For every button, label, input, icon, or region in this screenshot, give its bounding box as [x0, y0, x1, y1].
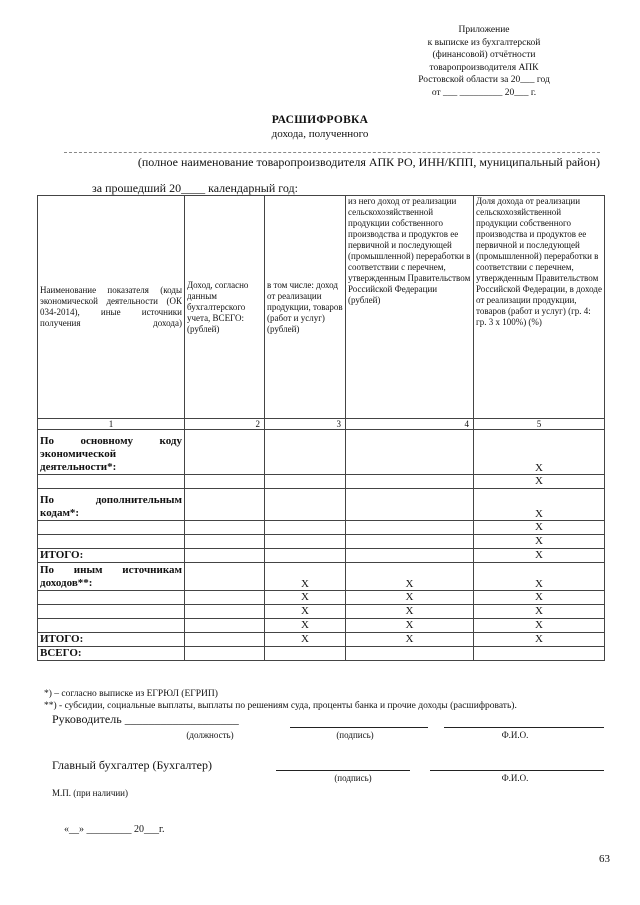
x-mark: Х — [474, 475, 605, 489]
table-row — [38, 605, 605, 619]
cell[interactable] — [185, 430, 265, 475]
footnote-other-income: **) - субсидии, социальные выплаты, выплаты по решениям суда, проценты банка и прочие доходы (расшифровать). — [44, 701, 517, 711]
column-number: 1 — [38, 419, 185, 430]
column-number-row — [38, 419, 605, 430]
appendix-line: (финансовой) отчётности — [432, 50, 536, 60]
name-caption: Ф.И.О. — [501, 773, 529, 783]
cell[interactable] — [265, 489, 346, 521]
accountant-signature-label: Главный бухгалтер (Бухгалтер) — [52, 758, 212, 772]
x-mark: Х — [346, 633, 474, 647]
x-mark: Х — [474, 605, 605, 619]
table-row — [38, 633, 605, 647]
producer-name-line — [64, 152, 600, 153]
row-label-main-activity: По основному коду экономической деятельности*: — [38, 430, 185, 475]
x-mark: Х — [346, 619, 474, 633]
footnote-egrul: *) – согласно выписке из ЕГРЮЛ (ЕГРИП) — [44, 689, 218, 699]
cell[interactable] — [38, 521, 185, 535]
header-sales-income-text: в том числе: доход от реализации продукции, товаров (работ и услуг) (рублей) — [267, 279, 343, 334]
header-total-income-text: Доход, согласно данным бухгалтерского учета, ВСЕГО: (рублей) — [187, 279, 249, 334]
cell[interactable] — [185, 549, 265, 563]
x-mark: Х — [265, 563, 346, 591]
header-agri-income — [346, 196, 474, 419]
cell[interactable] — [346, 521, 474, 535]
stamp-note: М.П. (при наличии) — [52, 788, 128, 798]
cell[interactable] — [185, 563, 265, 591]
x-mark: Х — [474, 430, 605, 475]
cell[interactable] — [346, 489, 474, 521]
cell[interactable] — [265, 475, 346, 489]
x-mark: Х — [474, 591, 605, 605]
x-mark: Х — [265, 633, 346, 647]
cell[interactable] — [346, 549, 474, 563]
header-sales-income — [265, 196, 346, 419]
appendix-line: товаропроизводителя АПК — [429, 62, 539, 73]
x-mark: Х — [474, 619, 605, 633]
table-row — [38, 549, 605, 563]
x-mark: Х — [474, 633, 605, 647]
column-number: 4 — [346, 419, 474, 430]
cell[interactable] — [474, 647, 605, 661]
table-row — [38, 563, 605, 591]
cell[interactable] — [38, 591, 185, 605]
table-row — [38, 489, 605, 521]
header-agri-share — [474, 196, 605, 419]
cell[interactable] — [265, 549, 346, 563]
table-row — [38, 430, 605, 475]
cell[interactable] — [346, 475, 474, 489]
cell[interactable] — [265, 535, 346, 549]
header-indicator-text: Наименование показателя (коды экономической деятельности (ОК 034-2014), иные источники получения дохода) — [40, 285, 182, 328]
cell[interactable] — [346, 430, 474, 475]
column-number: 3 — [265, 419, 346, 430]
x-mark: Х — [474, 521, 605, 535]
document-title: РАСШИФРОВКА — [271, 114, 369, 126]
row-label-additional-codes: По дополнительным кодам*: — [38, 489, 185, 521]
cell[interactable] — [38, 619, 185, 633]
cell[interactable] — [185, 591, 265, 605]
name-caption: Ф.И.О. — [501, 730, 529, 740]
cell[interactable] — [185, 489, 265, 521]
table-row — [38, 647, 605, 661]
head-signature-label: Руководитель ___________________ — [52, 712, 239, 726]
producer-name-caption: (полное наименование товаропроизводителя АПК РО, ИНН/КПП, муниципальный район) — [137, 155, 600, 169]
cell[interactable] — [185, 521, 265, 535]
cell[interactable] — [346, 535, 474, 549]
reporting-period: за прошедший 20____ календарный год: — [92, 181, 298, 195]
appendix-line: к выписке из бухгалтерской — [427, 37, 541, 48]
position-caption: (должность) — [186, 730, 234, 740]
x-mark: Х — [346, 591, 474, 605]
column-number: 5 — [474, 419, 605, 430]
x-mark: Х — [346, 605, 474, 619]
cell[interactable] — [38, 605, 185, 619]
cell[interactable] — [265, 521, 346, 535]
cell[interactable] — [346, 647, 474, 661]
x-mark: Х — [265, 619, 346, 633]
table-row — [38, 475, 605, 489]
cell[interactable] — [185, 619, 265, 633]
cell[interactable] — [185, 535, 265, 549]
cell[interactable] — [265, 647, 346, 661]
signature-caption: (подпись) — [334, 773, 372, 783]
header-agri-share-text: Доля дохода от реализации сельскохозяйственной продукции собственного производства и продуктов ее первичной и последующей (промышленной) переработки в соответствии с перечнем, утвержденным Правительством Российской Федерации, в доходе от реализации продукции, товаров (работ и услуг) (гр. 4: гр. 3 х 100%) (%) — [476, 196, 602, 327]
header-indicator — [38, 196, 185, 419]
cell[interactable] — [265, 430, 346, 475]
table-header-row — [38, 196, 605, 419]
cell[interactable] — [38, 475, 185, 489]
cell[interactable] — [38, 535, 185, 549]
x-mark: Х — [265, 605, 346, 619]
cell[interactable] — [185, 647, 265, 661]
header-total-income — [185, 196, 265, 419]
signature-date: «__» _________ 20___г. — [64, 824, 165, 835]
header-agri-income-text: из него доход от реализации сельскохозяйственной продукции собственного производства и продуктов ее первичной и последующей (промышленной) переработки в соответствии с перечнем, утвержденным Правительством Российской Федерации (рублей) — [348, 196, 471, 305]
table-row — [38, 619, 605, 633]
appendix-line: Ростовской области за 20___ год — [418, 75, 550, 85]
row-label-total: ИТОГО: — [38, 633, 185, 647]
x-mark: Х — [474, 563, 605, 591]
x-mark: Х — [265, 591, 346, 605]
x-mark: Х — [346, 563, 474, 591]
appendix-line: Приложение — [458, 25, 510, 35]
page-number: 63 — [599, 853, 610, 865]
accountant-name-line[interactable] — [430, 770, 604, 771]
row-label-grand-total: ВСЕГО: — [38, 647, 185, 661]
cell[interactable] — [185, 633, 265, 647]
appendix-line: от ___ _________ 20___ г. — [431, 87, 537, 98]
row-label-other-sources: По иным источникам доходов**: — [38, 563, 185, 591]
column-number: 2 — [185, 419, 265, 430]
appendix-header — [384, 24, 584, 99]
table-row — [38, 591, 605, 605]
cell[interactable] — [185, 605, 265, 619]
table-row — [38, 521, 605, 535]
accountant-signature-line[interactable] — [276, 770, 410, 771]
x-mark: Х — [474, 549, 605, 563]
signature-caption: (подпись) — [336, 730, 374, 740]
x-mark: Х — [474, 489, 605, 521]
row-label-total: ИТОГО: — [38, 549, 185, 563]
income-breakdown-table — [37, 195, 605, 661]
cell[interactable] — [185, 475, 265, 489]
table-row — [38, 535, 605, 549]
x-mark: Х — [474, 535, 605, 549]
head-name-line[interactable] — [444, 727, 604, 728]
head-signature-line[interactable] — [290, 727, 428, 728]
document-subtitle: дохода, полученного — [271, 128, 369, 140]
